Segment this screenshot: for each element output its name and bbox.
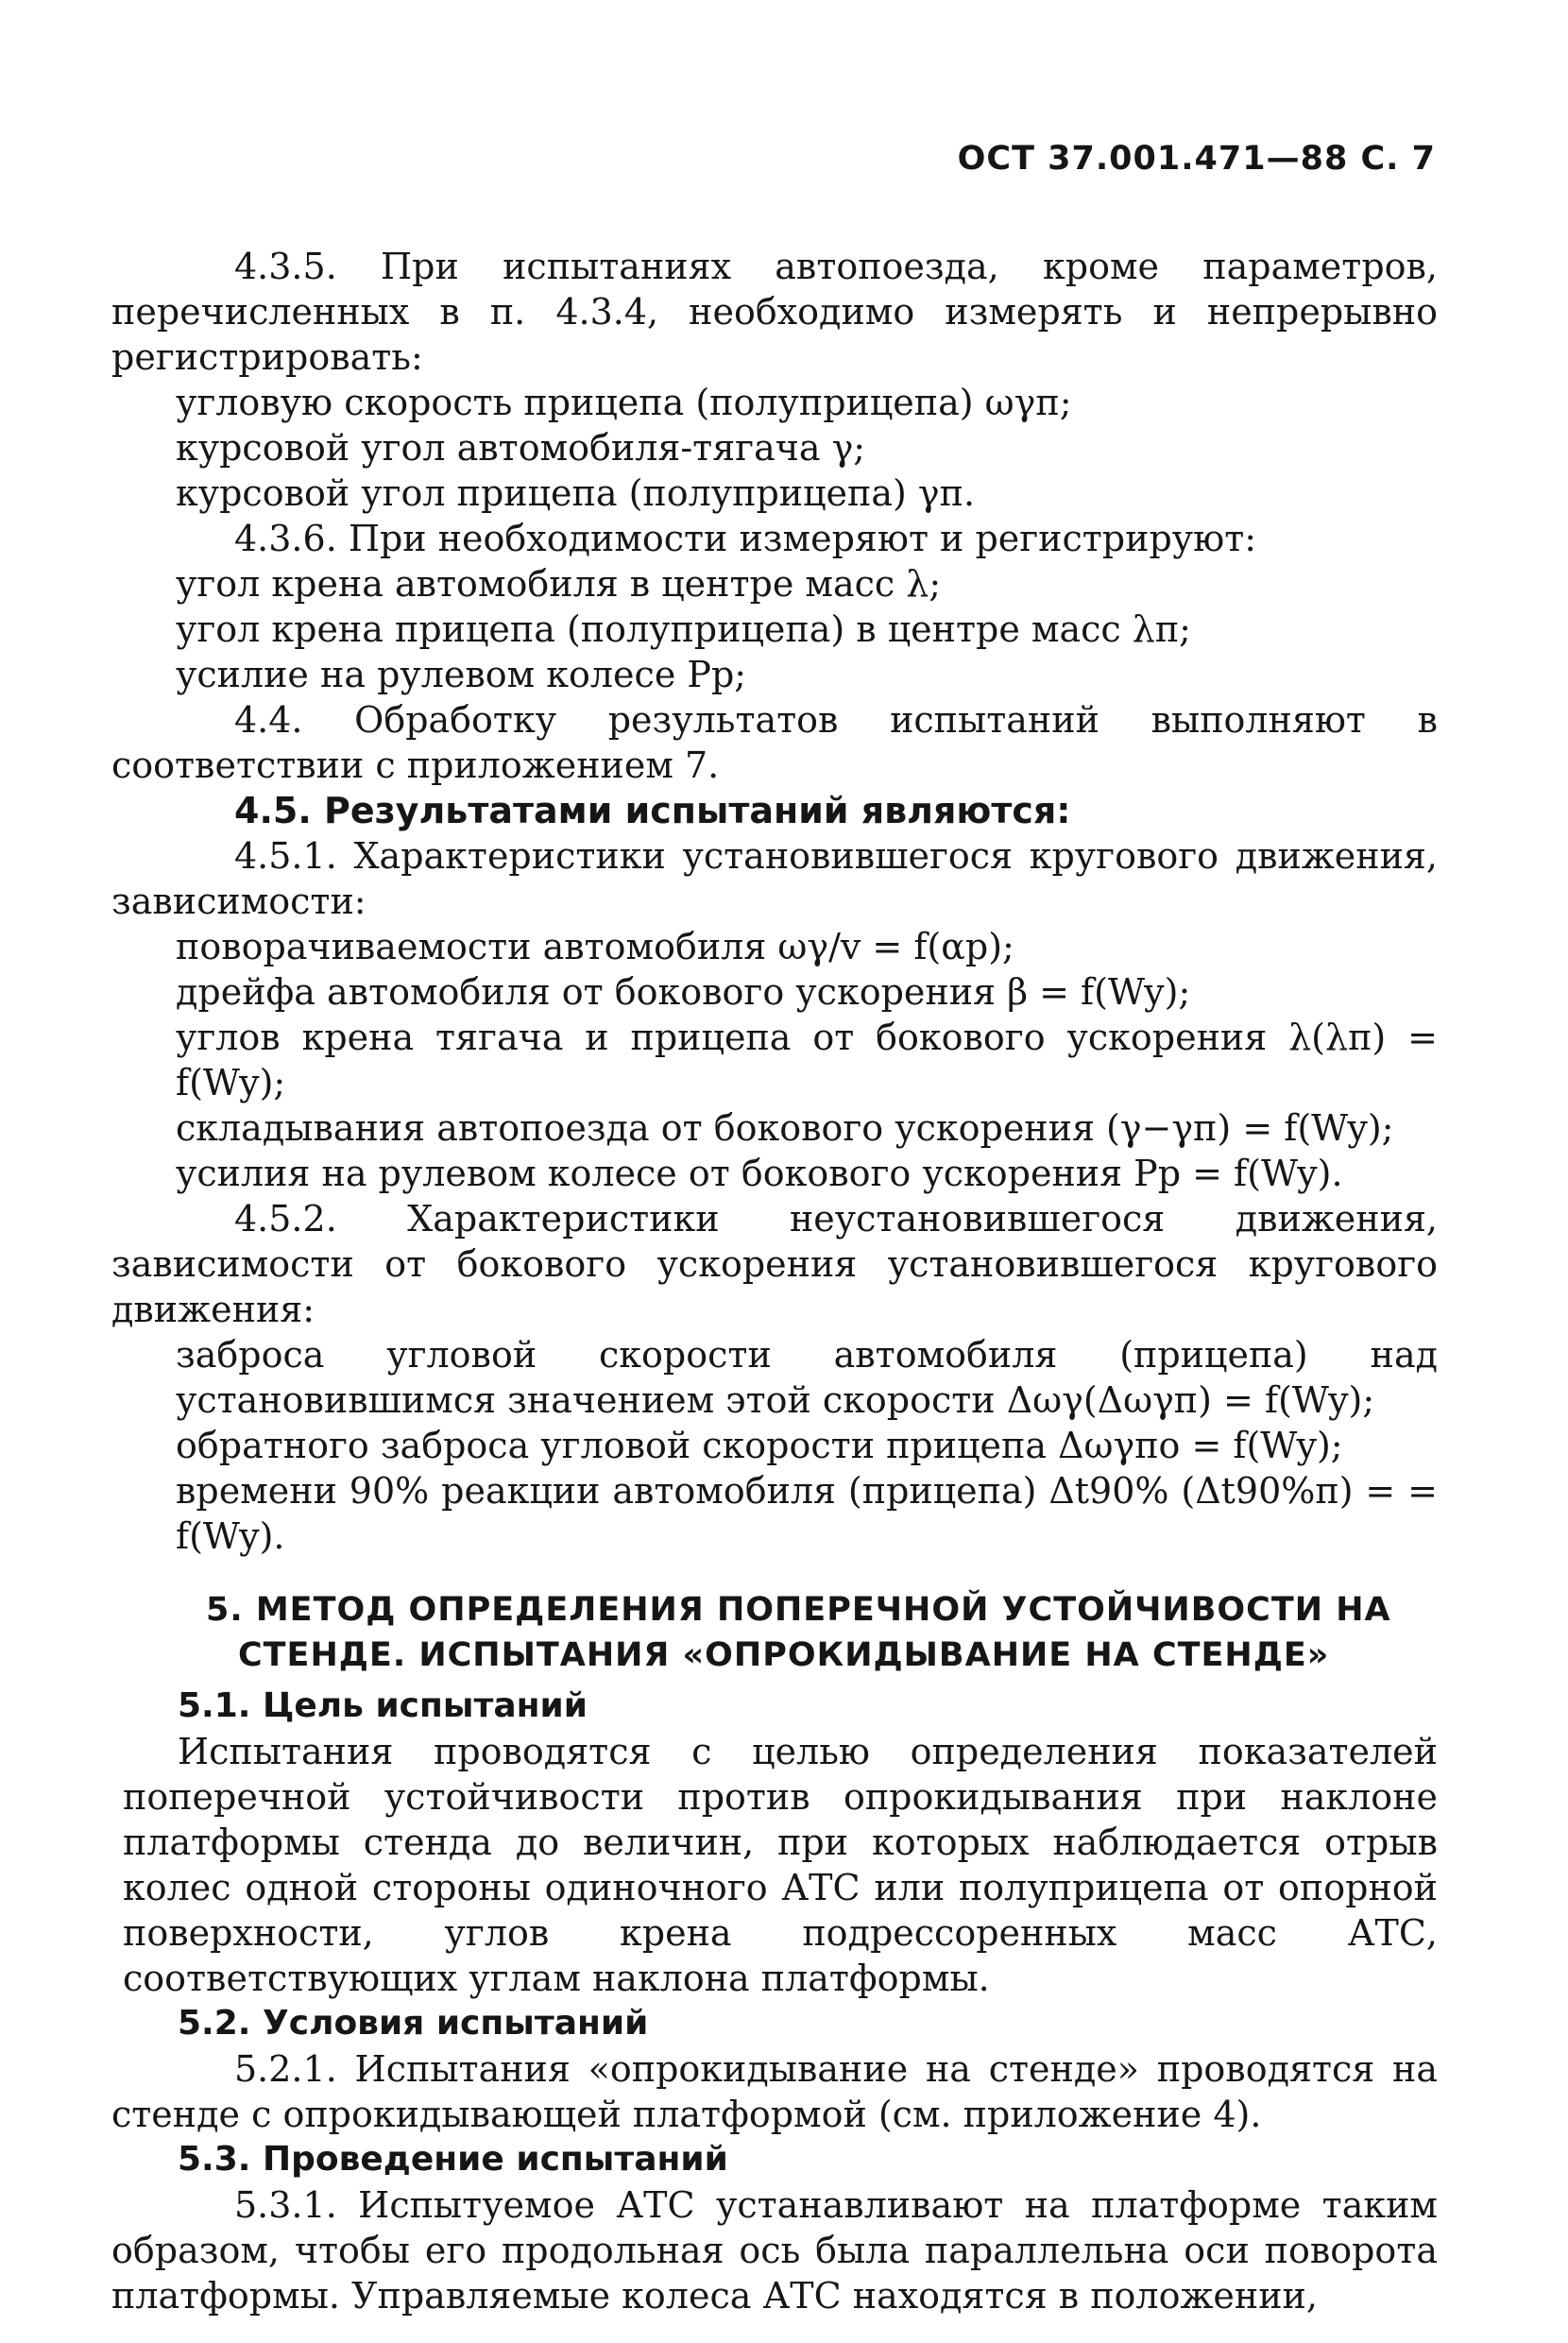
formula-item: поворачиваемости автомобиля ωγ/v = f(αр); xyxy=(176,926,1014,967)
paragraph-4-5: 4.5. Результатами испытаний являются: xyxy=(234,790,1071,831)
paragraph-4-3-5: 4.3.5. При испытаниях автопоезда, кроме параметров, перечисленных в п. 4.3.4, необходимо измерять и непрерывно регистрировать: xyxy=(111,246,1438,378)
list-item: курсовой угол автомобиля-тягача γ; xyxy=(176,427,866,469)
paragraph-4-3-6: 4.3.6. При необходимости измеряют и регистрируют: xyxy=(234,518,1257,559)
paragraph-4-4: 4.4. Обработку результатов испытаний выполняют в соответствии с приложением 7. xyxy=(111,699,1438,786)
page-content xyxy=(111,244,1438,2318)
section-5-title-line2: СТЕНДЕ. ИСПЫТАНИЯ «ОПРОКИДЫВАНИЕ НА СТЕНДЕ» xyxy=(238,1636,1330,1674)
page-header: ОСТ 37.001.471—88 С. 7 xyxy=(957,140,1436,178)
paragraph-5-3-1: 5.3.1. Испытуемое АТС устанавливают на платформе таким образом, чтобы его продольная ось была параллельна оси поворота платформы. Управляемые колеса АТС находятся в положении, xyxy=(111,2184,1438,2317)
list-item: угол крена автомобиля в центре масс λ; xyxy=(176,563,942,605)
formula-item: складывания автопоезда от бокового ускорения (γ−γп) = f(Wy); xyxy=(176,1107,1394,1149)
subsection-5-2-title: 5.2. Условия испытаний xyxy=(178,2004,649,2043)
section-5-title xyxy=(206,1587,1438,1678)
paragraph-4-5-1: 4.5.1. Характеристики установившегося кругового движения, зависимости: xyxy=(111,835,1438,922)
formula-item: дрейфа автомобиля от бокового ускорения β = f(Wy); xyxy=(176,971,1191,1013)
section-5-title-line1: 5. МЕТОД ОПРЕДЕЛЕНИЯ ПОПЕРЕЧНОЙ УСТОЙЧИВОСТИ НА xyxy=(206,1591,1391,1629)
list-item: угловую скорость прицепа (полуприцепа) ωγп; xyxy=(176,382,1072,423)
paragraph-5-2-1: 5.2.1. Испытания «опрокидывание на стенде» проводятся на стенде с опрокидывающей платформой (см. приложение 4). xyxy=(111,2048,1438,2135)
list-item: усилие на рулевом колесе Pр; xyxy=(176,654,747,695)
formula-item: обратного заброса угловой скорости прицепа Δωγпо = f(Wy); xyxy=(176,1425,1343,1466)
formula-item: углов крена тягача и прицепа от бокового ускорения λ(λп) = f(Wy); xyxy=(176,1017,1438,1103)
formula-item: заброса угловой скорости автомобиля (прицепа) над установившимся значением этой скорости Δωγ(Δωγп) = f(Wy); xyxy=(176,1334,1438,1421)
list-item: угол крена прицепа (полуприцепа) в центре масс λп; xyxy=(176,608,1191,650)
paragraph-5-1: Испытания проводятся с целью определения показателей поперечной устойчивости против опрокидывания при наклоне платформы стенда до величин, при которых наблюдается отрыв колес одной стороны одиночного АТС или полуприцепа от опорной поверхности, углов крена подрессоренных масс АТС, соответствующих углам наклона платформы. xyxy=(123,1731,1438,1999)
list-item: курсовой угол прицепа (полуприцепа) γп. xyxy=(176,472,976,514)
subsection-5-1-title: 5.1. Цель испытаний xyxy=(178,1686,588,1725)
paragraph-4-5-2: 4.5.2. Характеристики неустановившегося движения, зависимости от бокового ускорения установившегося кругового движения: xyxy=(111,1198,1438,1330)
formula-item: усилия на рулевом колесе от бокового ускорения Pр = f(Wy). xyxy=(176,1153,1343,1194)
subsection-5-3-title: 5.3. Проведение испытаний xyxy=(178,2140,728,2179)
formula-item: времени 90% реакции автомобиля (прицепа) Δt90% (Δt90%п) = = f(Wy). xyxy=(176,1470,1438,1557)
